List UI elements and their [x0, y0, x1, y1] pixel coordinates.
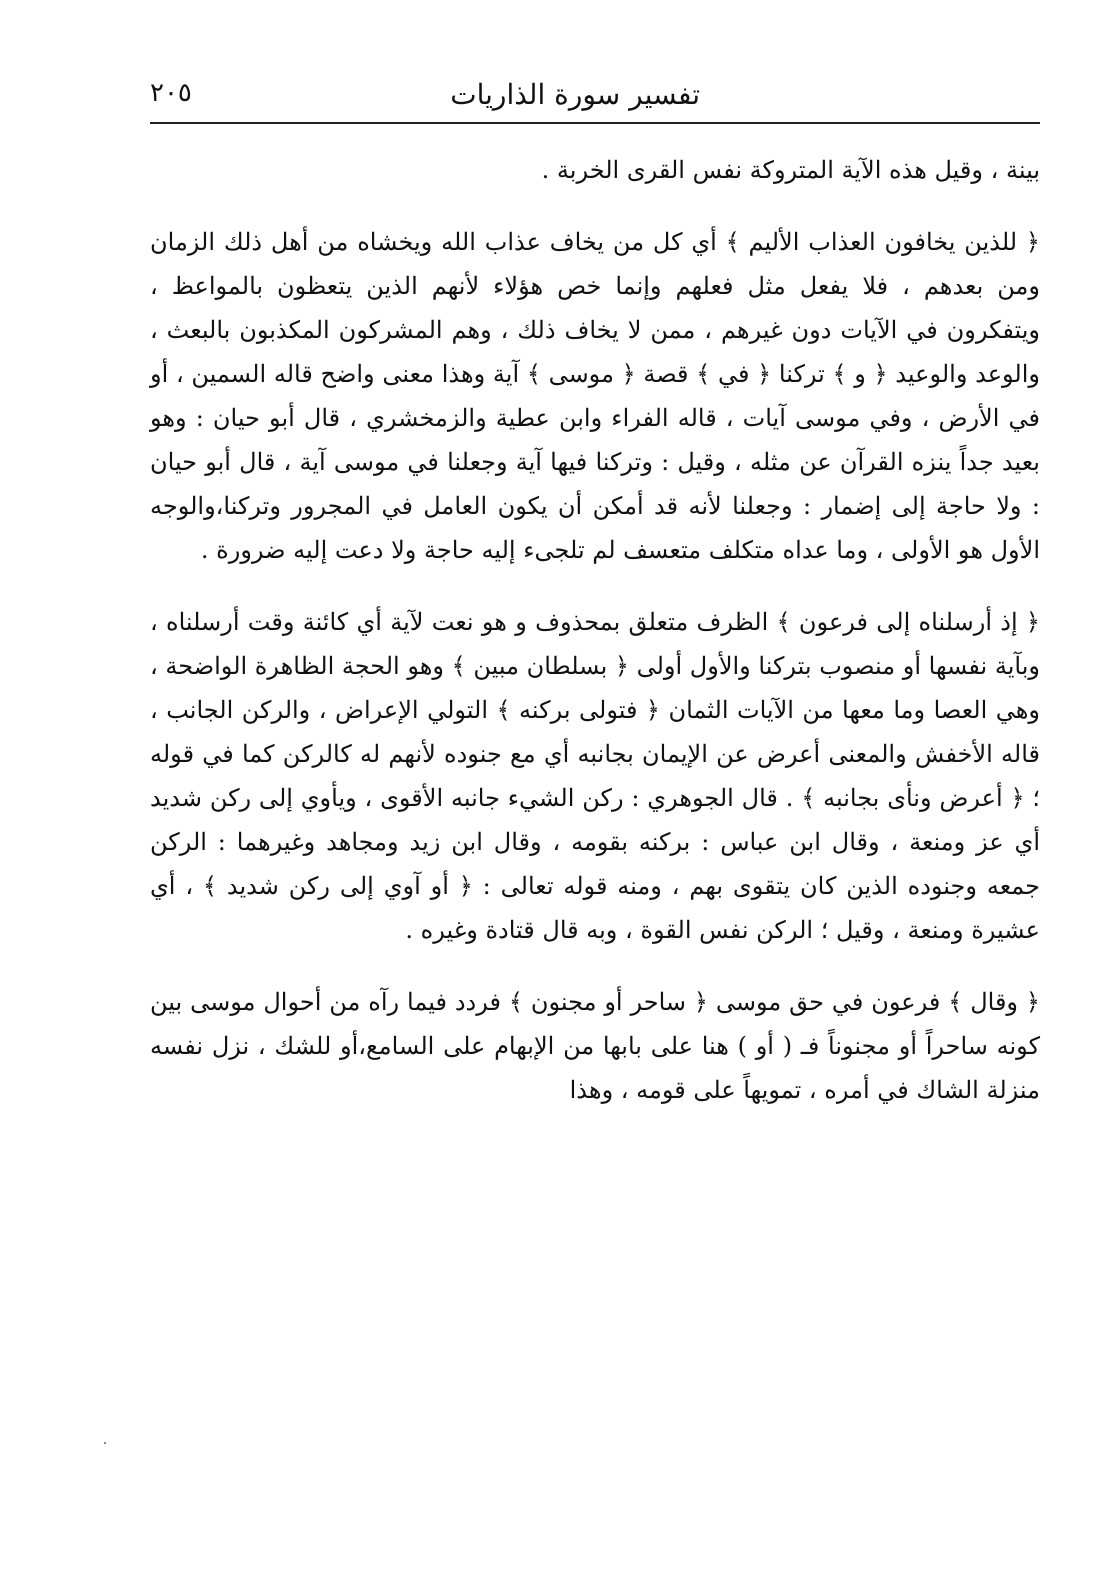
paragraph-4: ﴿ وقال ﴾ فرعون في حق موسى ﴿ ساحر أو مجنون ﴾ فردد فيما رآه من أحوال موسى بين كونه ساحراً أو مجنوناً فـ ( أو ) هنا على بابها من الإبهام على السامع،أو للشك ، نزل نفسه منزلة الشاك في أمره ، تمويهاً على قومه ، وهذا [150, 988, 1040, 1104]
page-number: ٢٠٥ [150, 78, 192, 108]
page-header [150, 66, 1040, 124]
page-body [150, 148, 1040, 1112]
paragraph-2: ﴿ للذين يخافون العذاب الأليم ﴾ أي كل من يخاف عذاب الله ويخشاه من أهل ذلك الزمان ومن بعدهم ، فلا يفعل مثل فعلهم وإنما خص هؤلاء لأنهم الذين يتعظون بالمواعظ ، ويتفكرون في الآيات دون غيرهم ، ممن لا يخاف ذلك ، وهم المشركون المكذبون بالبعث ، والوعد والوعيد ﴿ و ﴾ تركنا ﴿ في ﴾ قصة ﴿ موسى ﴾ آية وهذا معنى واضح قاله السمين ، أو في الأرض ، وفي موسى آيات ، قاله الفراء وابن عطية والزمخشري ، قال أبو حيان : وهو بعيد جداً ينزه القرآن عن مثله ، وقيل : وتركنا فيها آية وجعلنا في موسى آية ، قال أبو حيان : ولا حاجة إلى إضمار : وجعلنا لأنه قد أمكن أن يكون العامل في المجرور وتركنا،والوجه الأول هو الأولى ، وما عداه متكلف متعسف لم تلجىء إليه حاجة ولا دعت إليه ضرورة . [150, 228, 1040, 564]
running-title: تفسير سورة الذاريات [450, 78, 700, 111]
scan-speck [104, 1442, 106, 1444]
paragraph-3: ﴿ إذ أرسلناه إلى فرعون ﴾ الظرف متعلق بمحذوف و هو نعت لآية أي كائنة وقت أرسلناه ، وبآية نفسها أو منصوب بتركنا والأول أولى ﴿ بسلطان مبين ﴾ وهو الحجة الظاهرة الواضحة ، وهي العصا وما معها من الآيات الثمان ﴿ فتولى بركنه ﴾ التولي الإعراض ، والركن الجانب ، قاله الأخفش والمعنى أعرض عن الإيمان بجانبه أي مع جنوده لأنهم له كالركن كما في قوله ؛ ﴿ أعرض ونأى بجانبه ﴾ . قال الجوهري : ركن الشيء جانبه الأقوى ، ويأوي إلى ركن شديد أي عز ومنعة ، وقال ابن عباس : بركنه بقومه ، وقال ابن زيد ومجاهد وغيرهما : الركن جمعه وجنوده الذين كان يتقوى بهم ، ومنه قوله تعالى : ﴿ أو آوي إلى ركن شديد ﴾ ، أي عشيرة ومنعة ، وقيل ؛ الركن نفس القوة ، وبه قال قتادة وغيره . [150, 608, 1040, 944]
paragraph-1: بينة ، وقيل هذه الآية المتروكة نفس القرى الخربة . [541, 156, 1040, 184]
